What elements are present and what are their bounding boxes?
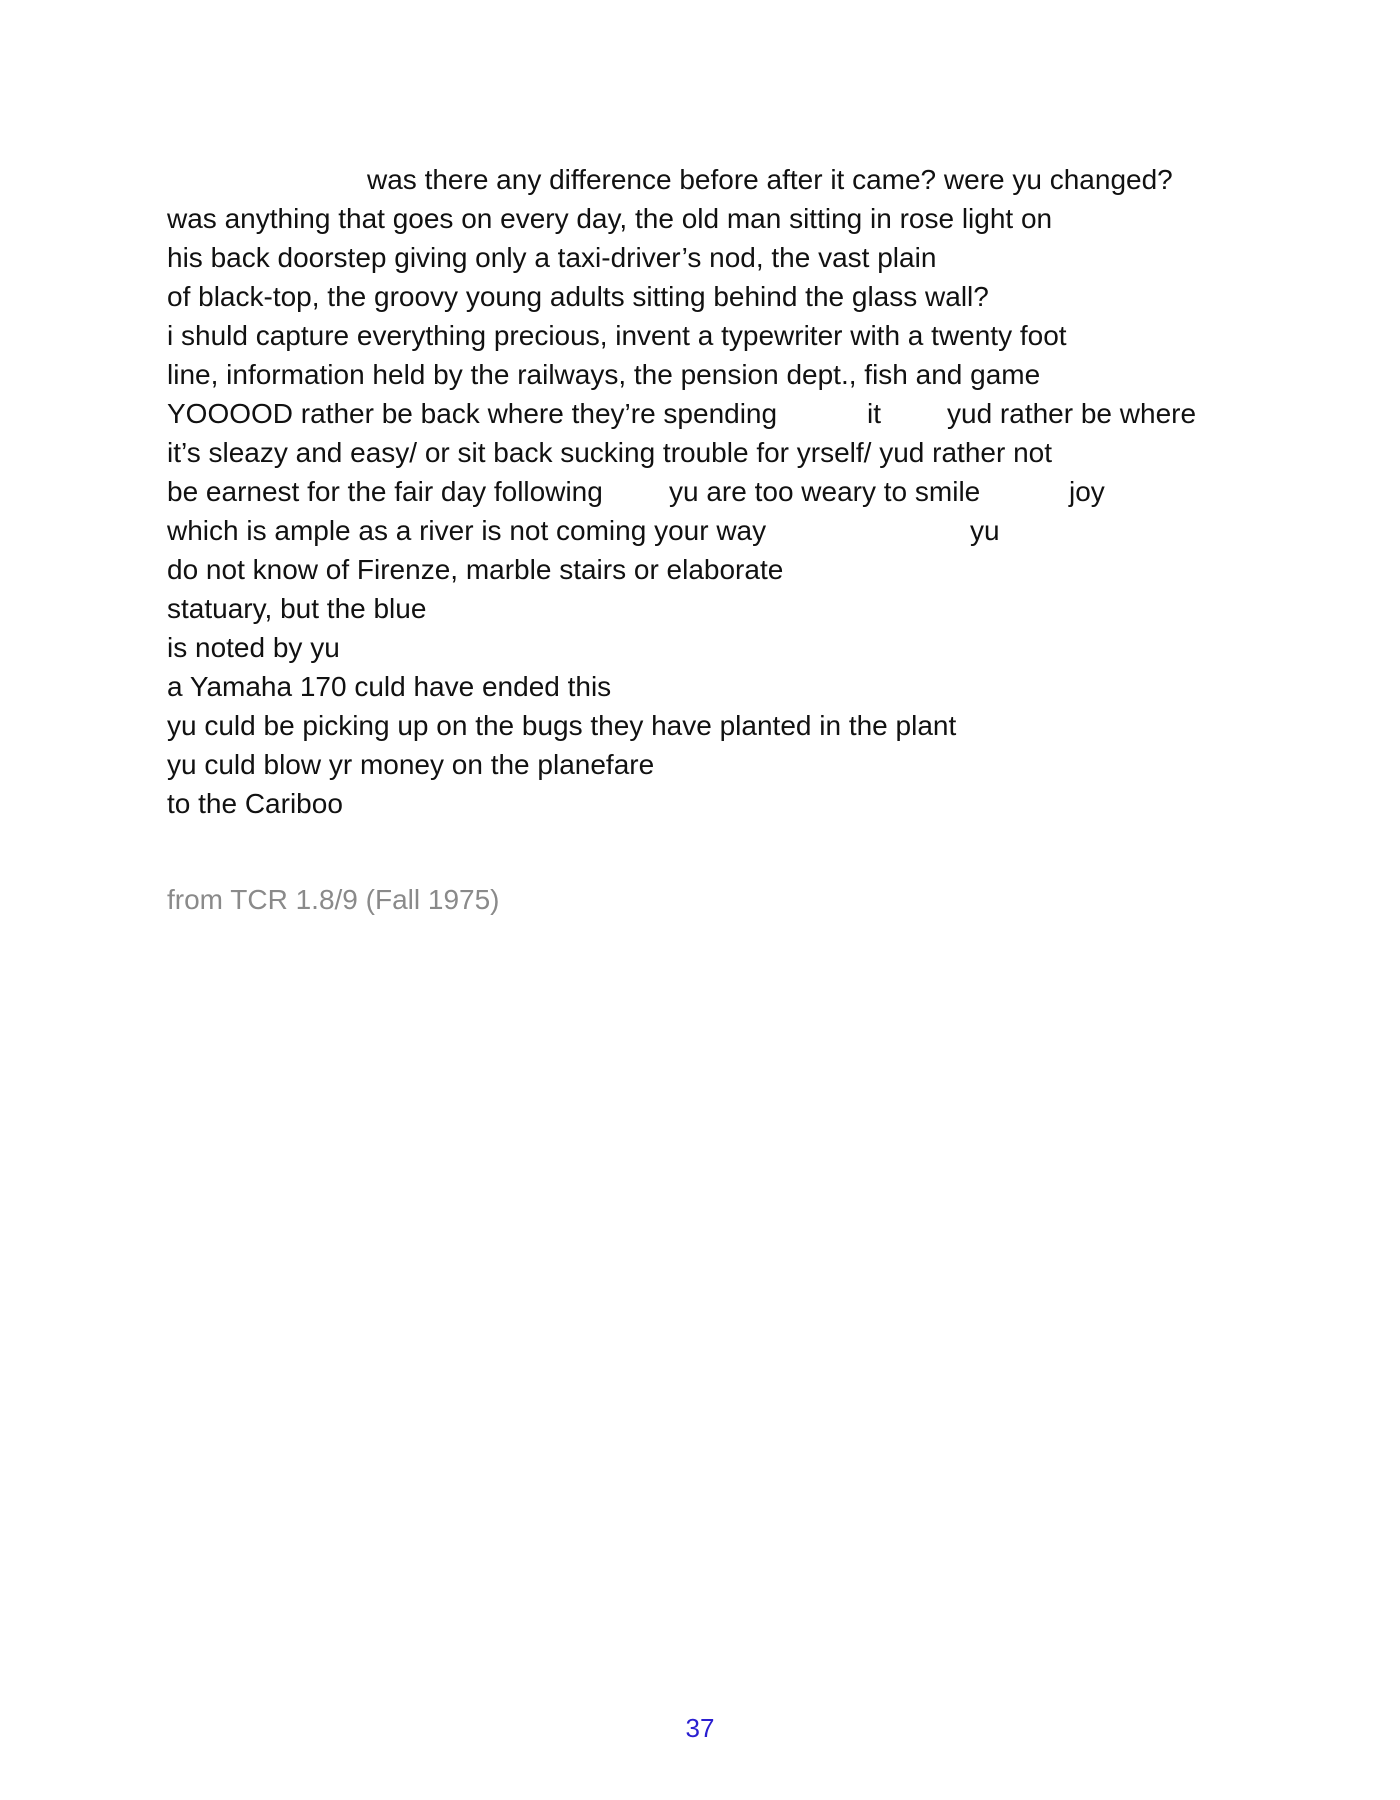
poem-line-text: yu culd blow yr money on the planefare [167,749,655,780]
source-citation: from TCR 1.8/9 (Fall 1975) [167,884,500,915]
poem-line-fragment: yu [970,515,1000,546]
poem-line-text: statuary, but the blue [167,593,427,624]
poem-line [167,238,1297,277]
poem-line [167,589,1297,628]
poem-line-text: i shuld capture everything precious, invent a typewriter with a twenty foot [167,320,1067,351]
poem-line-text: line, information held by the railways, the pension dept., fish and game [167,359,1041,390]
poem-line-text: was anything that goes on every day, the old man sitting in rose light on [167,203,1053,234]
poem-line [167,433,1297,472]
poem-line [167,472,1297,511]
poem-line [167,394,1297,433]
poem-line-text: YOOOOD rather be back where they’re spending [167,398,778,429]
poem-line-text: of black-top, the groovy young adults sitting behind the glass wall? [167,281,989,312]
page-number: 37 [685,1713,715,1743]
poem [167,160,1297,823]
poem-line [167,355,1297,394]
poem-line [167,745,1297,784]
poem-line [167,784,1297,823]
poem-line-text: a Yamaha 170 culd have ended this [167,671,612,702]
poem-line-text: was there any difference before after it came? were yu changed? [367,164,1173,195]
poem-line-text: be earnest for the fair day following [167,476,603,507]
poem-line [167,277,1297,316]
poem-line [167,706,1297,745]
poem-line [167,199,1297,238]
poem-line-text: which is ample as a river is not coming your way [167,515,767,546]
poem-line [167,628,1297,667]
poem-line [167,550,1297,589]
poem-line [167,316,1297,355]
poem-line-fragment: yud rather be where [947,398,1197,429]
poem-line-text: is noted by yu [167,632,340,663]
poem-line-fragment: it [867,398,881,429]
poem-line-text: to the Cariboo [167,788,343,819]
poem-line-fragment: joy [1069,476,1105,507]
poem-line-text: do not know of Firenze, marble stairs or elaborate [167,554,784,585]
poem-line [167,160,1297,199]
poem-line-fragment: yu are too weary to smile [669,476,981,507]
poem-line-text: yu culd be picking up on the bugs they have planted in the plant [167,710,957,741]
poem-line [167,667,1297,706]
poem-line [167,511,1297,550]
poem-line-text: his back doorstep giving only a taxi-driver’s nod, the vast plain [167,242,937,273]
poem-line-text: it’s sleazy and easy/ or sit back sucking trouble for yrself/ yud rather not [167,437,1053,468]
